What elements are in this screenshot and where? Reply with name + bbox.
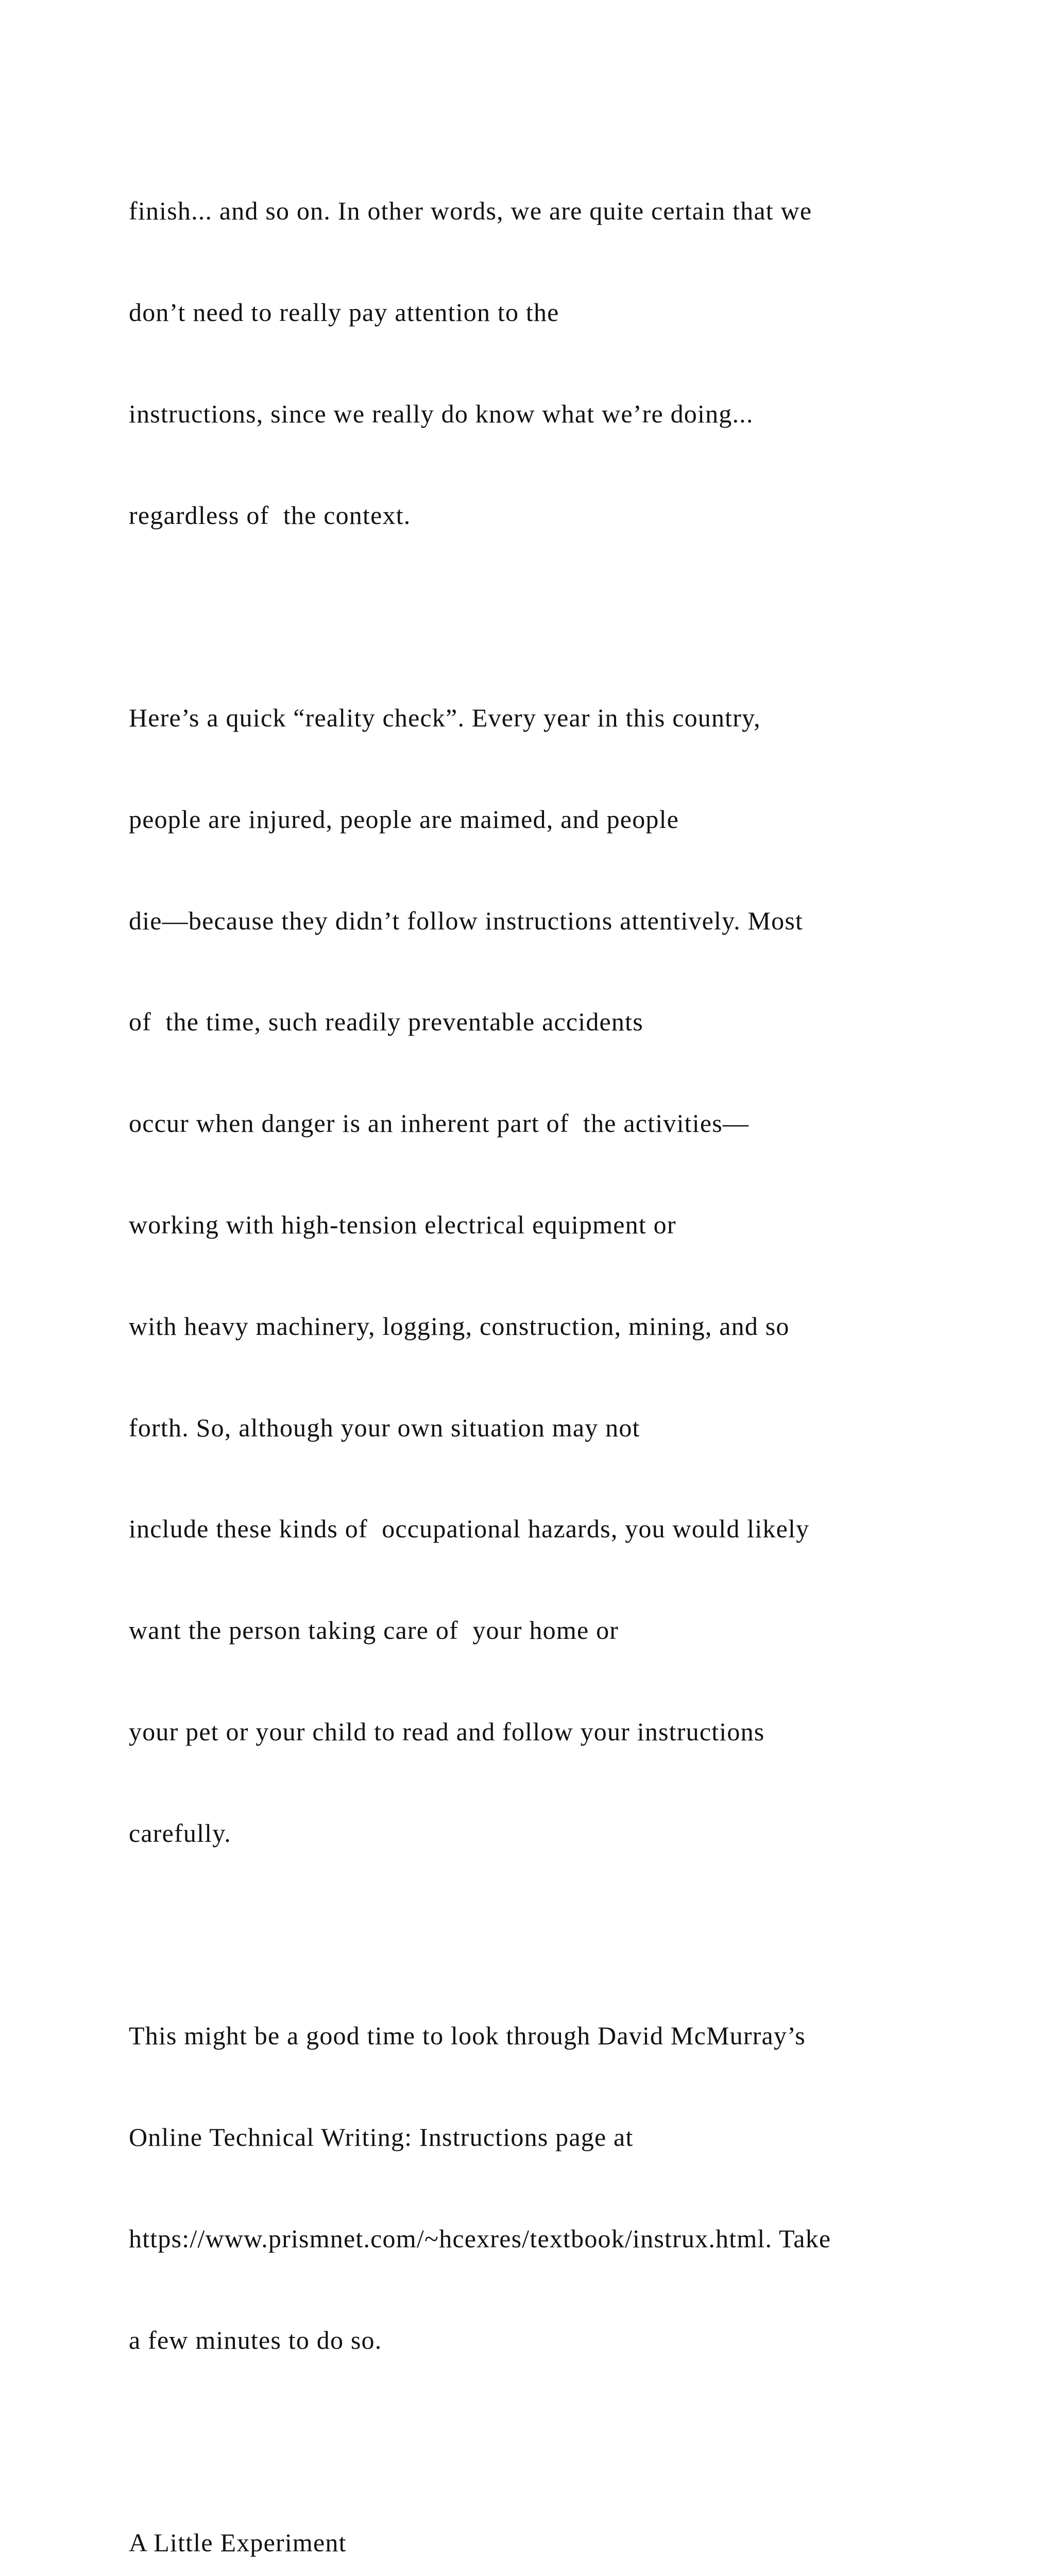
text-line: forth. So, although your own situation may not: [129, 1413, 640, 1442]
text-line: people are injured, people are maimed, and people: [129, 804, 679, 834]
text-line: working with high-tension electrical equipment or: [129, 1210, 676, 1239]
text-line: Online Technical Writing: Instructions page at: [129, 2123, 634, 2152]
text-line: your pet or your child to read and follow your instructions: [129, 1717, 765, 1746]
body-text: [129, 127, 1015, 2576]
text-line: of the time, such readily preventable accidents: [129, 1007, 643, 1037]
text-line: want the person taking care of your home or: [129, 1616, 619, 1645]
section-heading: A Little Experiment: [129, 2528, 347, 2557]
url-text-line: https://www.prismnet.com/~hcexres/textbook/instrux.html. Take: [129, 2224, 831, 2253]
text-line: This might be a good time to look through David McMurray’s: [129, 2021, 806, 2050]
text-line: include these kinds of occupational hazards, you would likely: [129, 1514, 810, 1544]
blank-line: [129, 600, 1015, 634]
text-line: occur when danger is an inherent part of the activities—: [129, 1109, 750, 1138]
text-line: with heavy machinery, logging, construction, mining, and so: [129, 1311, 790, 1341]
text-line: carefully.: [129, 1818, 231, 1848]
text-line: die—because they didn’t follow instructions attentively. Most: [129, 906, 804, 935]
blank-line: [129, 2425, 1015, 2459]
text-line: regardless of the context.: [129, 500, 411, 530]
text-line: don’t need to really pay attention to the: [129, 297, 559, 327]
text-line: a few minutes to do so.: [129, 2325, 382, 2354]
text-line: Here’s a quick “reality check”. Every year in this country,: [129, 703, 761, 733]
text-line: instructions, since we really do know what we’re doing...: [129, 399, 754, 428]
blank-line: [129, 1918, 1015, 1952]
text-line: finish... and so on. In other words, we are quite certain that we: [129, 196, 812, 226]
